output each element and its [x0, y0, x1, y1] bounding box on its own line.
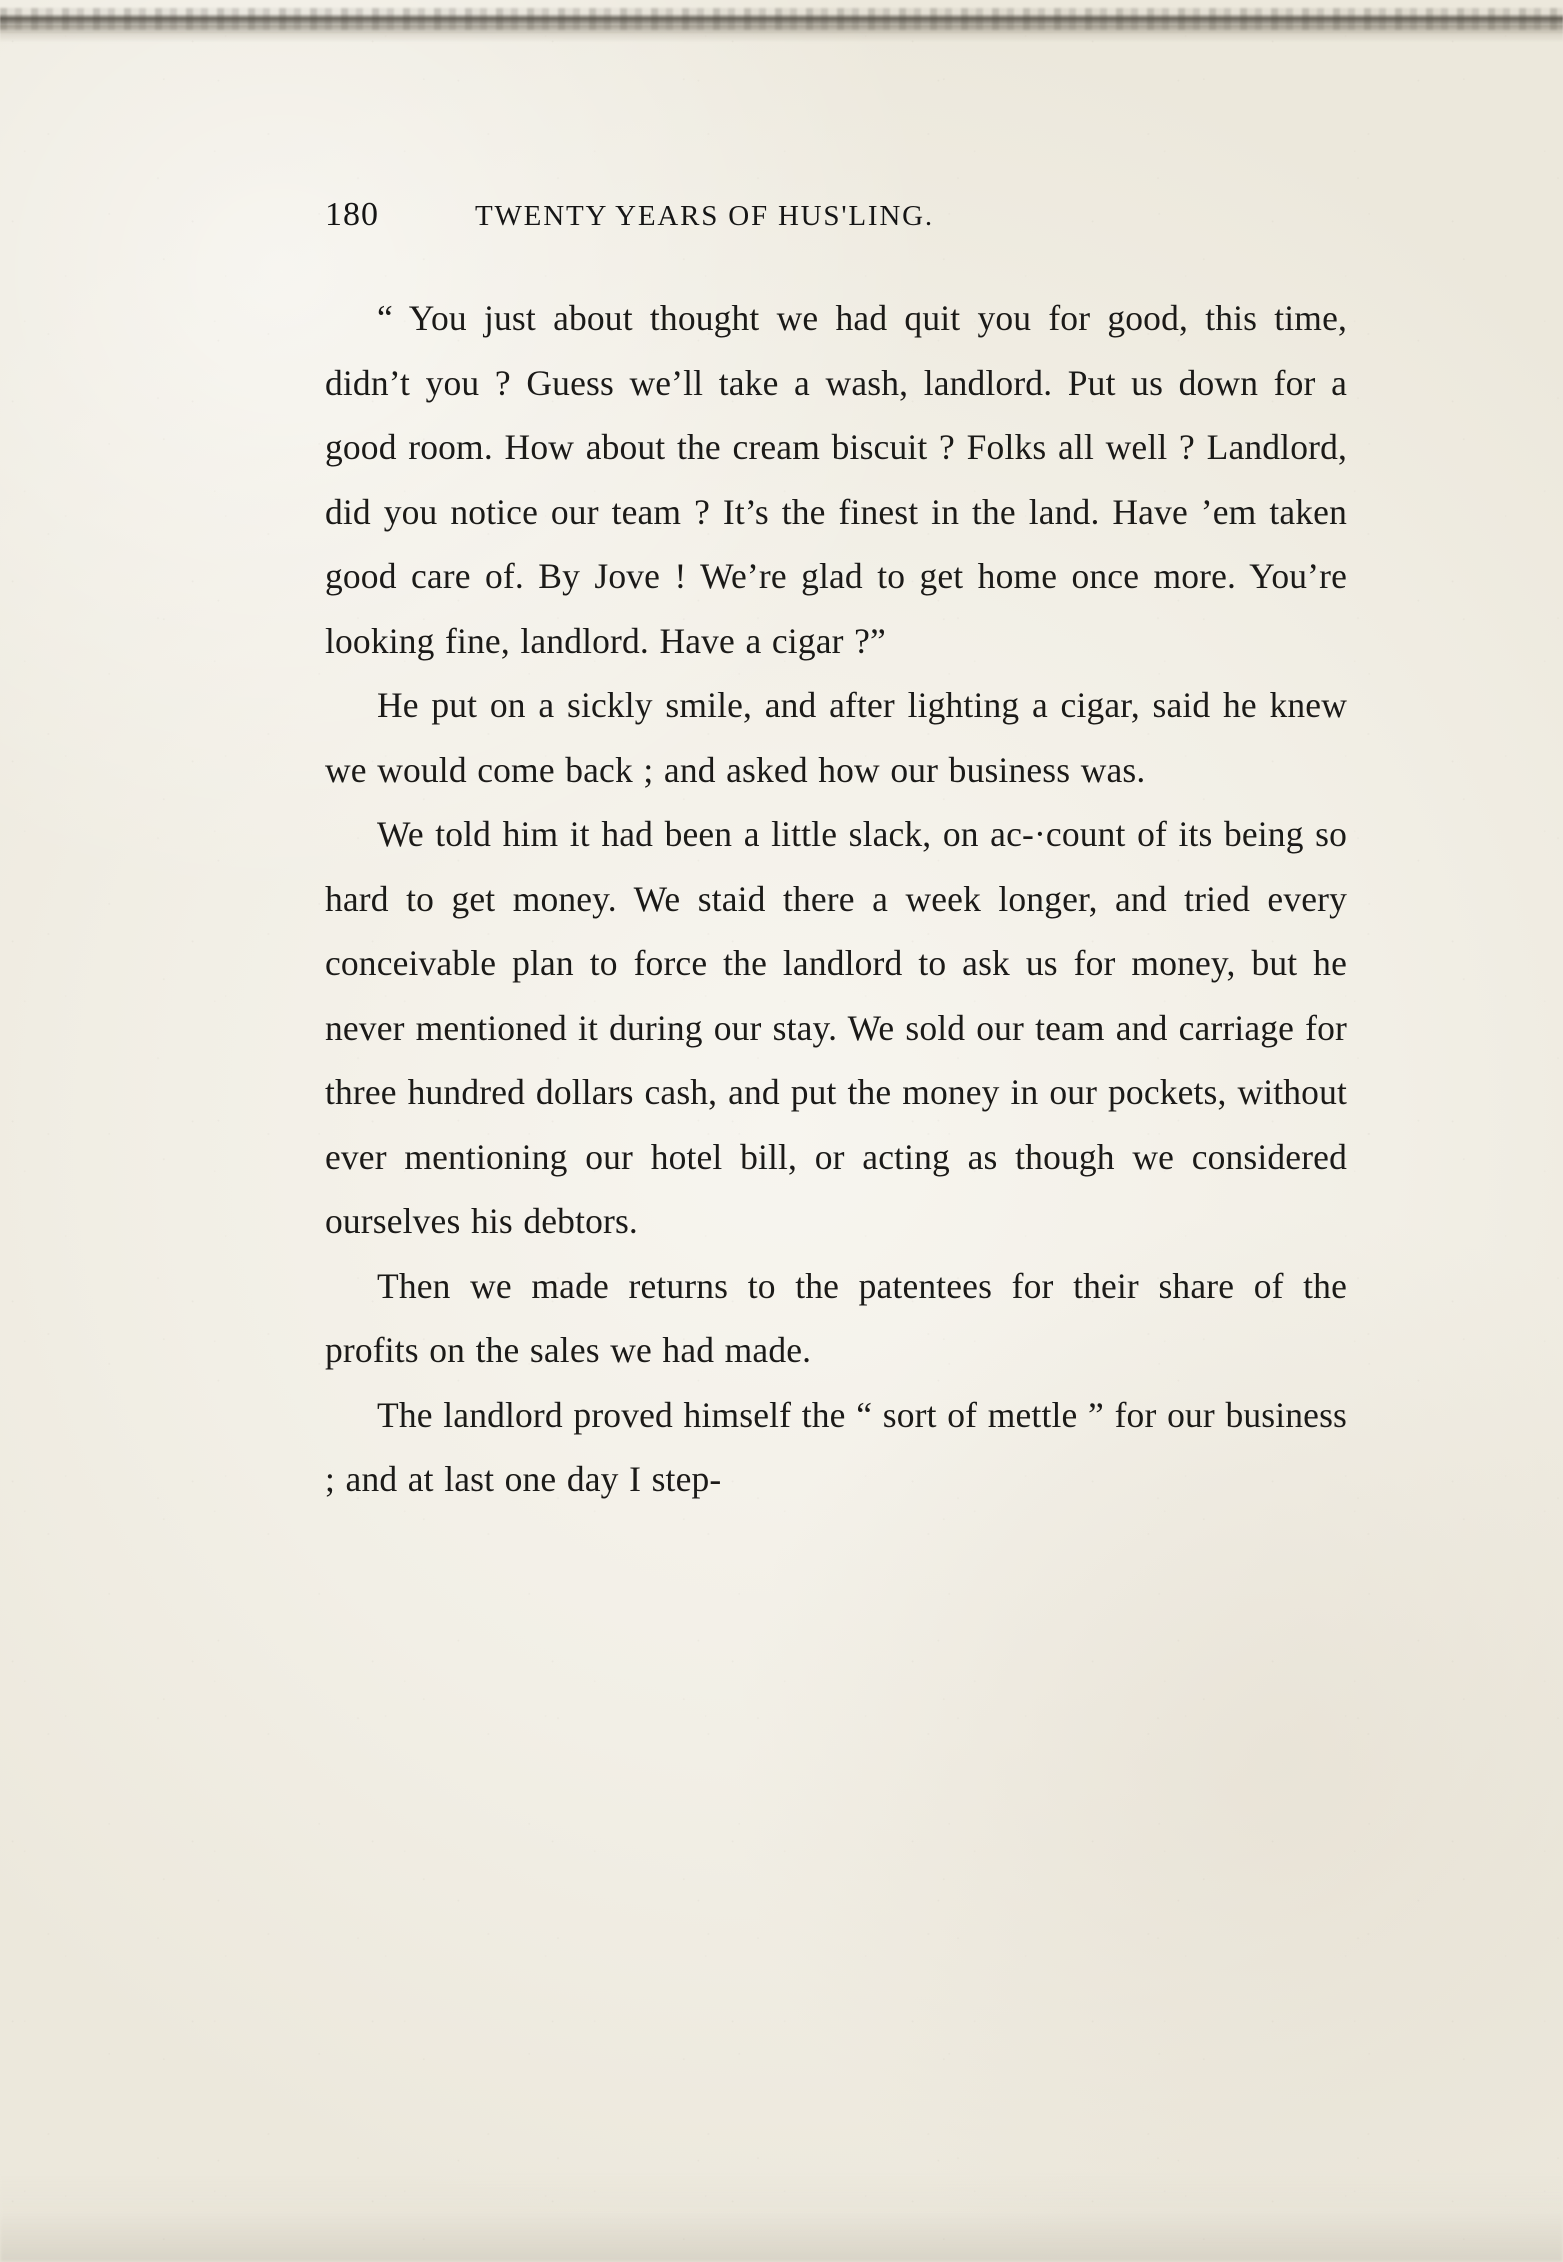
scan-edge-band-dark: [0, 14, 1563, 25]
scan-top-edge-artifact: [0, 0, 1563, 56]
paragraph: Then we made returns to the patentees for their share of the profits on the sales we had made.: [325, 1265, 1347, 1370]
paragraph: He put on a sickly smile, and after lighting a cigar, said he knew we would come back ; and asked how our business was.: [325, 685, 1347, 790]
text-column: [325, 196, 1347, 1512]
running-head-title: TWENTY YEARS OF HUS'LING.: [475, 200, 934, 232]
scan-edge-band-light: [0, 32, 1563, 42]
paragraph: We told him it had been a little slack, on ac-·count of its being so hard to get money. We staid there a week longer, and tried every conceivable plan to force the landlord to ask us for money, but he never mentioned it during our stay. We sold our team and carriage for three hundred dollars cash, and put the money in our pockets, without ever mentioning our hotel bill, or acting as though we considered ourselves his debtors.: [325, 814, 1347, 1241]
scan-edge-wobble: [0, 8, 1563, 30]
scan-edge-band-mid: [0, 25, 1563, 33]
paragraph: The landlord proved himself the “ sort of mettle ” for our business ; and at last one day I step-: [325, 1394, 1347, 1499]
paragraph: “ You just about thought we had quit you for good, this time, didn’t you ? Guess we’ll take a wash, landlord. Put us down for a good room. How about the cream biscuit ? Folks all well ? Landlord, did you notice our team ? It’s the finest in the land. Have ’em taken good care of. By Jove ! We’re glad to get home once more. You’re looking fine, landlord. Have a cigar ?”: [325, 298, 1347, 661]
page-number: 180: [325, 196, 379, 233]
scan-bottom-shadow: [0, 2172, 1563, 2262]
running-head: [325, 196, 1347, 234]
